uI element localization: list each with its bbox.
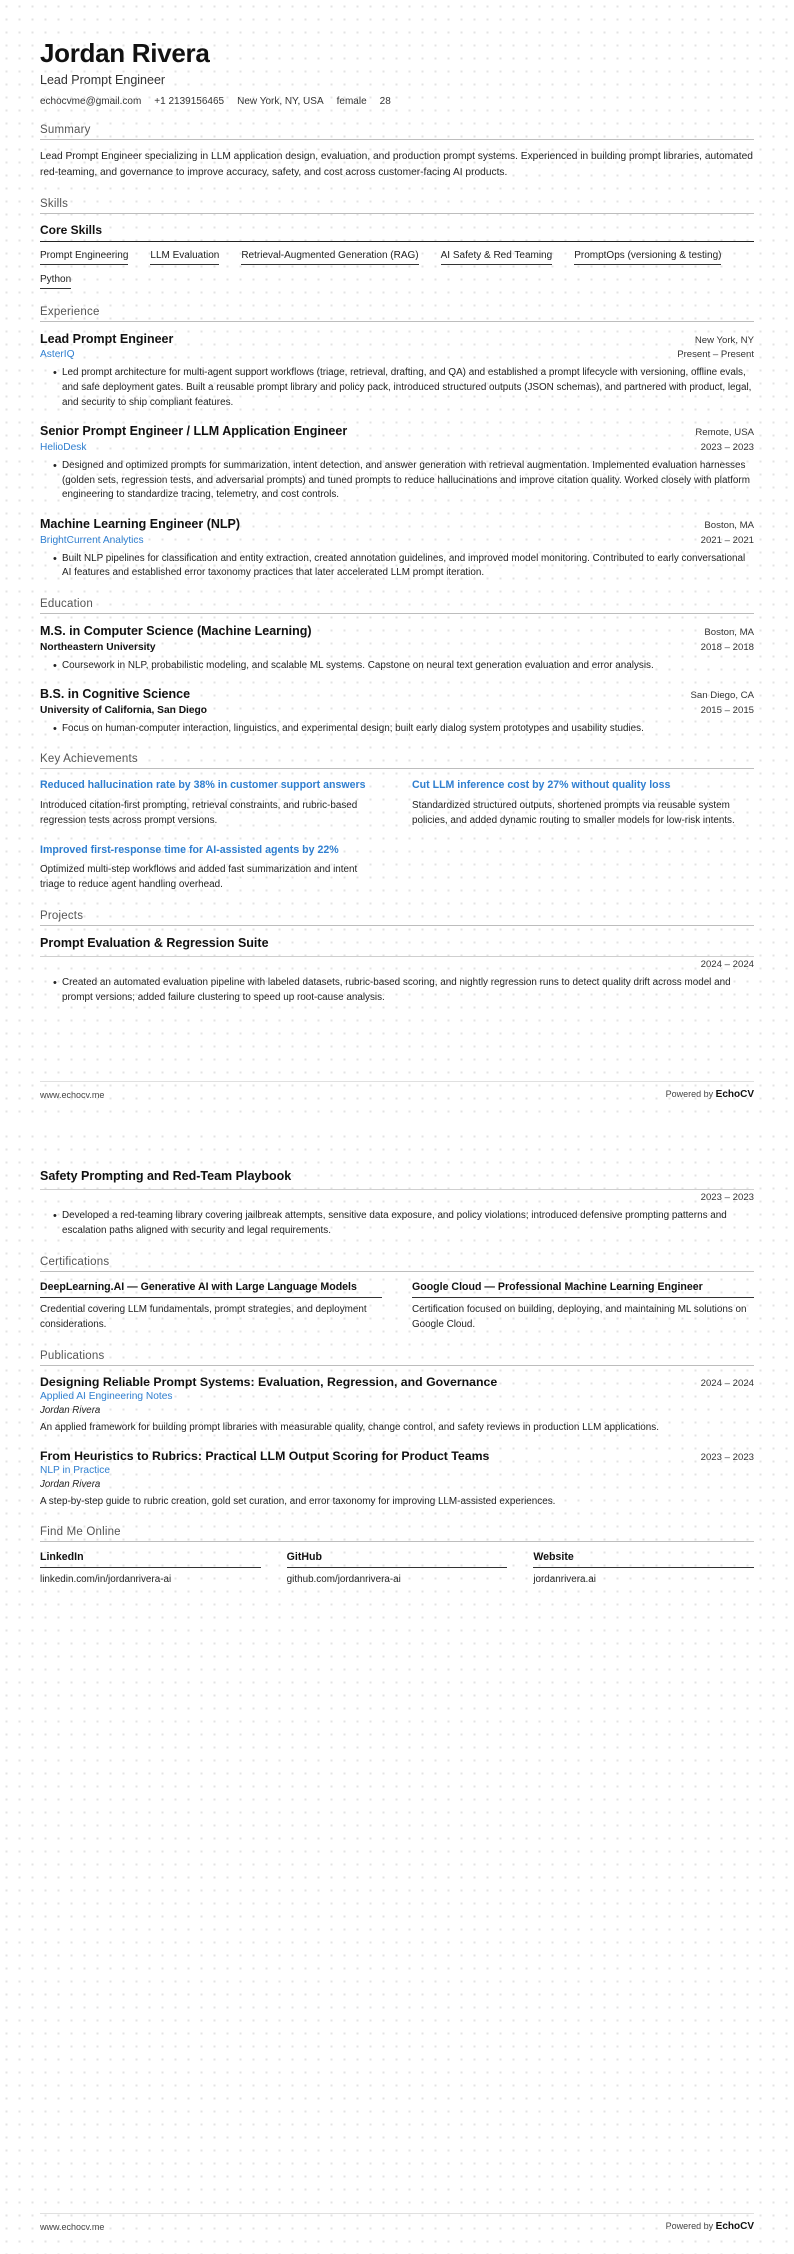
certification-item: [40, 1281, 382, 1333]
education-bullets: [40, 659, 754, 674]
experience-location: New York, NY: [694, 334, 754, 346]
section-publications: [40, 1350, 754, 1510]
link-value[interactable]: linkedin.com/in/jordanrivera-ai: [40, 1574, 172, 1586]
education-entry: [40, 623, 754, 673]
skill-chip: PromptOps (versioning & testing): [574, 250, 721, 265]
section-title-projects: Projects: [40, 910, 754, 926]
certification-title: Google Cloud — Professional Machine Learning Engineer: [412, 1281, 754, 1298]
skill-chip: Prompt Engineering: [40, 250, 128, 265]
publication-author: Jordan Rivera: [40, 1404, 101, 1416]
achievement-description: Standardized structured outputs, shortened prompts via reusable system policies, and added dynamic routing to smaller models for low-risk intents.: [412, 799, 735, 826]
resume-page-1: [0, 0, 794, 1122]
education-bullet: • Focus on human-computer interaction, linguistics, and experimental design; built early dialog system prototypes and usability studies.: [53, 722, 754, 737]
link-value[interactable]: jordanrivera.ai: [533, 1574, 596, 1586]
link-label: LinkedIn: [40, 1551, 261, 1568]
achievement-item: [40, 778, 382, 828]
section-title-education: Education: [40, 598, 754, 614]
publication-author: Jordan Rivera: [40, 1478, 101, 1490]
footer-powered-by: [666, 1089, 754, 1100]
section-title-publications: Publications: [40, 1350, 754, 1366]
footer-powered-prefix: Powered by: [665, 1089, 716, 1099]
resume-page-2: [0, 1130, 794, 2254]
achievement-description: Introduced citation-first prompting, retrieval constraints, and rubric-based regression tests across prompt versions.: [40, 799, 358, 826]
certification-item: [412, 1281, 754, 1333]
project-divider: [40, 1189, 754, 1190]
certifications-grid: [40, 1281, 754, 1333]
section-title-summary: Summary: [40, 124, 754, 140]
experience-date: 2023 – 2023: [700, 441, 754, 453]
project-bullets: [40, 1209, 754, 1239]
experience-bullets: [40, 552, 754, 582]
section-title-achievements: Key Achievements: [40, 753, 754, 769]
achievement-description: Optimized multi-step workflows and added fast summarization and intent triage to reduce agent handling overhead.: [40, 863, 358, 890]
footer-powered-prefix: Powered by: [665, 2221, 716, 2231]
experience-title: Machine Learning Engineer (NLP): [40, 517, 241, 532]
experience-title: Senior Prompt Engineer / LLM Application Engineer: [40, 424, 348, 439]
experience-bullet: • Led prompt architecture for multi-agent support workflows (triage, retrieval, drafting, and QA) and established a prompt lifecycle with versioning, offline evals, and safe deployment gates. Built a reusable prompt library and policy pack, introduced structured outputs (JSON schemas), and partnered with product, legal, and security to ship compliant features.: [53, 366, 754, 411]
page-separator: [0, 1122, 794, 1130]
education-bullet: • Coursework in NLP, probabilistic modeling, and scalable ML systems. Capstone on neural text generation evaluation and error analysis.: [53, 659, 754, 674]
skills-list: [40, 250, 754, 289]
publication-venue: NLP in Practice: [40, 1464, 111, 1476]
education-degree: B.S. in Cognitive Science: [40, 687, 191, 702]
experience-title: Lead Prompt Engineer: [40, 331, 174, 346]
section-skills: [40, 198, 754, 289]
section-find-me-online: [40, 1526, 754, 1585]
project-bullet: • Developed a red-teaming library covering jailbreak attempts, sensitive data exposure, and policy violations; introduced defensive prompting patterns and escalation paths aligned with security and legal requirements.: [53, 1209, 754, 1239]
section-certifications: [40, 1256, 754, 1333]
experience-bullet: • Designed and optimized prompts for summarization, intent detection, and answer generation with retrieval augmentation. Implemented evaluation harnesses (golden sets, regression tests, and adversarial prompts) and tuned prompts to reduce hallucinations and improve citation quality. Worked closely with platform engineering to standardize tracing, telemetry, and cost controls.: [53, 459, 754, 504]
section-projects: [40, 910, 754, 1006]
contact-location: New York, NY, USA: [237, 96, 324, 107]
footer-site[interactable]: www.echocv.me: [40, 1089, 105, 1100]
contact-age: 28: [379, 96, 391, 107]
project-bullet: • Created an automated evaluation pipeline with labeled datasets, rubric-based scoring, and nightly regression runs to detect quality drift across model and prompt versions; added failure clustering to speed up root-cause analysis.: [53, 976, 754, 1006]
achievement-item: [40, 843, 382, 893]
skill-chip: AI Safety & Red Teaming: [441, 250, 553, 265]
experience-bullet: • Built NLP pipelines for classification and entity extraction, created annotation guidelines, and improved model monitoring. Contributed to early conversational AI features and established error taxonomy practices that later accelerated LLM prompt iteration.: [53, 552, 754, 582]
summary-text: Lead Prompt Engineer specializing in LLM application design, evaluation, and production prompt systems. Experienced in building prompt libraries, automated red-teaming, and governance to improve accuracy, safety, and cost across customer-facing AI products.: [40, 151, 753, 178]
candidate-name: Jordan Rivera: [40, 38, 210, 68]
footer-site[interactable]: www.echocv.me: [40, 2221, 105, 2232]
project-entry: [40, 935, 754, 1006]
project-title: Prompt Evaluation & Regression Suite: [40, 935, 269, 950]
project-title: Safety Prompting and Red-Team Playbook: [40, 1169, 292, 1183]
experience-bullets: [40, 459, 754, 504]
link-label: Website: [533, 1551, 754, 1568]
section-title-experience: Experience: [40, 306, 754, 322]
experience-entry: [40, 423, 754, 503]
section-summary: [40, 124, 754, 181]
experience-location: Remote, USA: [695, 427, 754, 439]
education-entry: [40, 686, 754, 736]
publication-description: A step-by-step guide to rubric creation, gold set curation, and error taxonomy for improving LLM-assisted experiences.: [40, 1495, 556, 1507]
contact-gender: female: [336, 96, 367, 107]
certification-description: Credential covering LLM fundamentals, prompt strategies, and deployment considerations.: [40, 1303, 367, 1330]
certification-description: Certification focused on building, deploying, and maintaining ML solutions on Google Cloud.: [412, 1303, 747, 1330]
footer-powered-by: [666, 2221, 754, 2232]
education-location: Boston, MA: [704, 627, 754, 639]
contact-email[interactable]: echocvme@gmail.com: [40, 96, 142, 107]
achievement-title: Improved first-response time for AI-assisted agents by 22%: [40, 843, 339, 856]
link-item-linkedin: [40, 1551, 261, 1585]
link-item-github: [287, 1551, 508, 1585]
education-degree: M.S. in Computer Science (Machine Learning): [40, 624, 312, 639]
education-bullets: [40, 722, 754, 737]
project-bullets: [40, 976, 754, 1006]
publication-title: From Heuristics to Rubrics: Practical LLM Output Scoring for Product Teams: [40, 1448, 490, 1463]
project-date: 2024 – 2024: [700, 958, 754, 970]
page-footer: [40, 2213, 754, 2232]
experience-organization: AsterIQ: [40, 348, 75, 360]
footer-brand: EchoCV: [715, 1089, 754, 1100]
publication-date: 2023 – 2023: [700, 1451, 754, 1463]
link-label: GitHub: [287, 1551, 508, 1568]
experience-entry: [40, 331, 754, 411]
education-school: Northeastern University: [40, 641, 156, 653]
section-education: [40, 598, 754, 736]
skill-chip: Retrieval-Augmented Generation (RAG): [241, 250, 418, 265]
resume-header: [40, 38, 754, 107]
skill-chip: LLM Evaluation: [150, 250, 219, 265]
project-entry: [40, 1168, 754, 1239]
section-projects-continued: [40, 1168, 754, 1239]
link-value[interactable]: github.com/jordanrivera-ai: [286, 1574, 401, 1586]
page-footer: [40, 1081, 754, 1100]
footer-brand: EchoCV: [715, 2221, 754, 2232]
achievement-item: [412, 778, 754, 828]
skill-chip: Python: [40, 274, 71, 289]
links-grid: [40, 1551, 754, 1585]
publication-description: An applied framework for building prompt libraries with measurable quality, change control, and safety reviews in production LLM applications.: [40, 1421, 659, 1433]
experience-entry: [40, 516, 754, 581]
achievement-title: Reduced hallucination rate by 38% in customer support answers: [40, 779, 366, 792]
contact-phone[interactable]: +1 2139156465: [154, 96, 225, 107]
section-key-achievements: [40, 753, 754, 892]
experience-organization: HelioDesk: [40, 441, 87, 453]
candidate-role: Lead Prompt Engineer: [40, 73, 166, 87]
publication-title: Designing Reliable Prompt Systems: Evaluation, Regression, and Governance: [40, 1374, 498, 1389]
achievements-grid: [40, 778, 754, 892]
contact-info: [40, 96, 754, 107]
publication-venue: Applied AI Engineering Notes: [40, 1390, 173, 1402]
experience-date: 2021 – 2021: [700, 534, 754, 546]
publication-date: 2024 – 2024: [700, 1377, 754, 1389]
project-divider: [40, 956, 754, 957]
publication-entry: [40, 1375, 754, 1436]
section-title-links: Find Me Online: [40, 1526, 754, 1542]
education-location: San Diego, CA: [690, 690, 754, 702]
publication-entry: [40, 1449, 754, 1510]
achievement-title: Cut LLM inference cost by 27% without quality loss: [412, 779, 671, 792]
education-school: University of California, San Diego: [40, 704, 207, 716]
experience-location: Boston, MA: [704, 520, 754, 532]
experience-bullets: [40, 366, 754, 411]
section-title-skills: Skills: [40, 198, 754, 214]
certification-title: DeepLearning.AI — Generative AI with Large Language Models: [40, 1281, 382, 1298]
link-item-website: [533, 1551, 754, 1585]
education-date: 2018 – 2018: [700, 641, 754, 653]
experience-organization: BrightCurrent Analytics: [40, 534, 144, 546]
section-title-certifications: Certifications: [40, 1256, 754, 1272]
education-date: 2015 – 2015: [700, 704, 754, 716]
experience-date: Present – Present: [677, 348, 754, 360]
project-date: 2023 – 2023: [700, 1192, 754, 1204]
skills-group-title: Core Skills: [40, 223, 754, 242]
section-experience: [40, 306, 754, 582]
